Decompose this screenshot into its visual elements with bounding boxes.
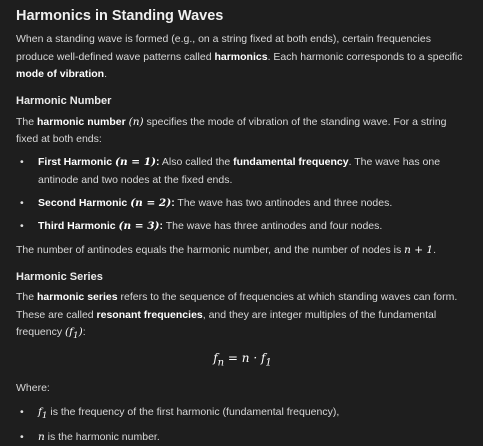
harmonic-list	[16, 154, 469, 235]
list-item-first-harmonic	[16, 154, 469, 189]
intro-text-3: .	[104, 67, 108, 80]
item-math: (n = 2)	[130, 196, 172, 209]
bullet-icon: •	[20, 220, 24, 233]
item-math: (n = 1)	[115, 156, 157, 169]
hs-bold-resonant: resonant frequencies	[96, 308, 203, 321]
where-math-n: n	[38, 431, 45, 444]
hn-text-1: The	[16, 115, 38, 128]
list-item-f1-definition	[16, 404, 469, 424]
item-colon: :	[156, 156, 160, 169]
note-text-1: The number of antinodes equals the harmonic number, and the number of nodes is	[16, 243, 405, 256]
harmonic-series-paragraph	[16, 289, 469, 343]
hs-bold-series: harmonic series	[37, 291, 118, 304]
item-text-1: The wave has three antinodes and four nodes.	[163, 220, 383, 233]
harmonic-formula	[16, 349, 469, 372]
item-colon: :	[159, 220, 164, 233]
harmonic-number-paragraph	[16, 114, 469, 149]
formula-math: $f_n = n \cdot f_1$	[213, 351, 272, 369]
intro-bold-harmonics: harmonics	[214, 50, 268, 63]
note-text-2: .	[433, 243, 437, 256]
list-item-third-harmonic	[16, 218, 469, 235]
page-title: Harmonics in Standing Waves	[16, 8, 224, 24]
where-text-n: is the harmonic number.	[44, 431, 160, 444]
hs-text-2: refers to the sequence of frequencies at which standing waves can form. These are called	[16, 291, 458, 321]
section-heading-harmonic-series: Harmonic Series	[16, 270, 103, 283]
hn-text-2: specifies the mode of vibration of the standing wave. For a string fixed at both ends:	[16, 115, 447, 145]
hs-math-f1: $(f_1)$	[65, 325, 83, 341]
note-math: n + 1	[404, 243, 434, 256]
hs-text-4: :	[82, 325, 86, 338]
item-text-1: Also called the	[159, 156, 234, 169]
item-label: First Harmonic	[38, 156, 113, 169]
section-heading-harmonic-number: Harmonic Number	[16, 95, 112, 108]
hn-bold: harmonic number	[37, 115, 126, 128]
item-text-2: . The wave has one antinode and two nodes at the fixed ends.	[38, 156, 441, 186]
bullet-icon: •	[20, 431, 24, 444]
bullet-icon: •	[20, 196, 24, 209]
item-text-1: The wave has two antinodes and three nodes.	[174, 196, 393, 209]
bullet-icon: •	[20, 156, 24, 169]
antinode-note-paragraph	[16, 242, 469, 259]
item-label: Second Harmonic	[38, 196, 128, 209]
item-colon: :	[171, 196, 175, 209]
where-math-f1: $f_1$	[38, 405, 48, 421]
list-item-second-harmonic	[16, 195, 469, 212]
intro-paragraph	[16, 31, 469, 83]
intro-text-1: When a standing wave is formed (e.g., on a string fixed at both ends), certain frequencies produce well-defined wave patterns called	[16, 33, 431, 63]
intro-text-2: . Each harmonic corresponds to a specific	[267, 50, 463, 63]
hs-text-3: , and they are integer multiples of the fundamental frequency	[16, 308, 437, 338]
item-bold-fundamental: fundamental frequency	[233, 156, 349, 169]
hs-text-1: The	[16, 291, 38, 304]
intro-bold-mode: mode of vibration	[16, 67, 105, 80]
where-text-f1: is the frequency of the first harmonic (fundamental frequency),	[47, 405, 340, 418]
bullet-icon: •	[20, 405, 24, 418]
item-math: (n = 3)	[118, 220, 160, 233]
item-label: Third Harmonic	[38, 220, 116, 233]
list-item-n-definition	[16, 429, 469, 446]
where-label: Where:	[16, 382, 50, 395]
hn-math-n: (n)	[128, 115, 144, 128]
